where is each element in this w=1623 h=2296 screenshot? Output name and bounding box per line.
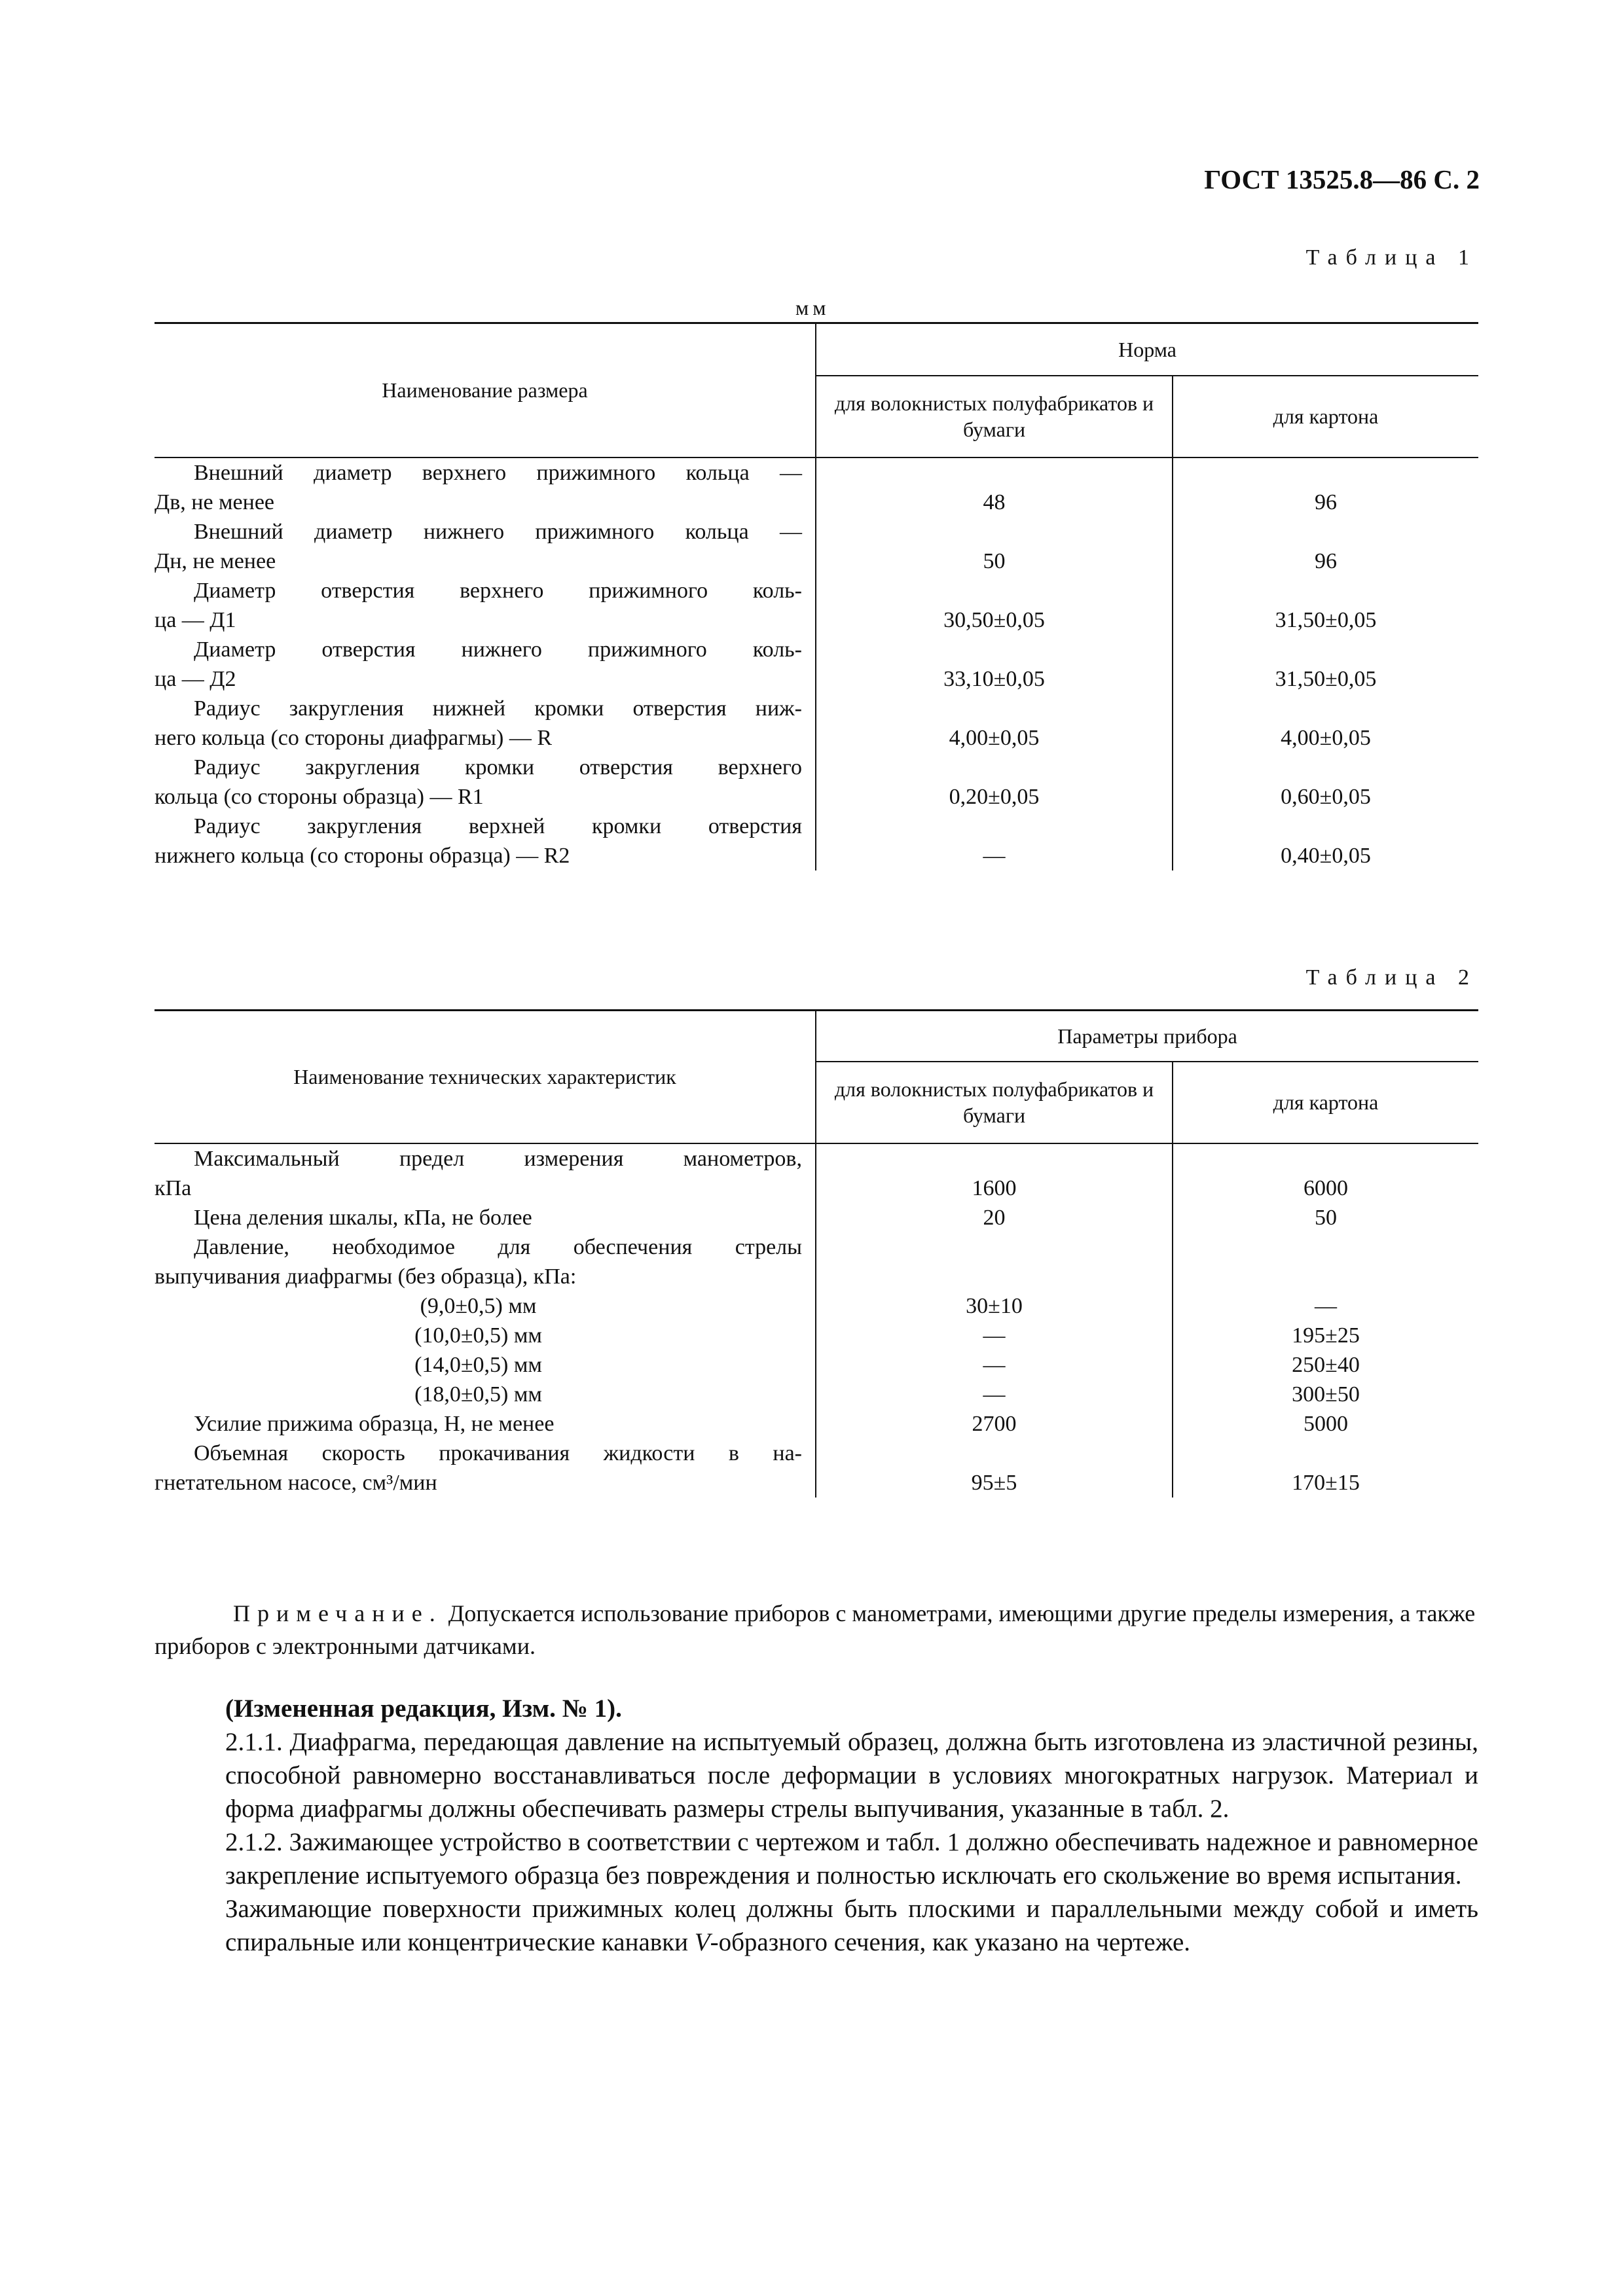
row-label: кольца (со стороны образца) — R1	[155, 784, 484, 809]
cell-value: —	[816, 1350, 1173, 1380]
cell-value: 300±50	[1173, 1380, 1478, 1409]
page-header: ГОСТ 13525.8—86 С. 2	[1204, 164, 1480, 194]
table-row	[155, 1439, 1478, 1498]
table1-header-col-a: для волокнистых полуфабрикатов и бумаги	[816, 376, 1173, 457]
cell-value: 50	[816, 517, 1173, 576]
cell-value: 30±10	[816, 1291, 1173, 1321]
cell-value: 0,20±0,05	[816, 753, 1173, 812]
row-label: (10,0±0,5) мм	[414, 1323, 542, 1348]
table1-header-col-b: для картона	[1173, 376, 1478, 457]
table-row	[155, 812, 1478, 870]
row-label: Радиус закругления кромки отверстия верхнего	[194, 755, 802, 780]
paragraph-2-1-1: 2.1.1. Диафрагма, передающая давление на испытуемый образец, должна быть изготовлена из эластичной резины, способной равномерно восстанавливаться после деформации в условиях многократных нагрузок. Материал и форма диафрагмы должны обеспечивать размеры стрелы выпучивания, указанные в табл. 2.	[225, 1728, 1478, 1823]
cell-value: —	[816, 1380, 1173, 1409]
cell-value: 170±15	[1173, 1439, 1478, 1498]
table-row	[155, 1350, 1478, 1380]
row-label: Внешний диаметр верхнего прижимного кольца —	[194, 460, 802, 485]
cell-value: 31,50±0,05	[1173, 635, 1478, 694]
table-row	[155, 1380, 1478, 1409]
table-row	[155, 1321, 1478, 1350]
row-label: (18,0±0,5) мм	[414, 1382, 542, 1407]
row-label: Радиус закругления верхней кромки отверстия	[194, 814, 802, 838]
note-label: Примечание.	[233, 1600, 443, 1626]
row-label: Давление, необходимое для обеспечения стрелы	[194, 1234, 802, 1259]
table1-units: мм	[795, 296, 830, 319]
table2-header-group: Параметры прибора	[816, 1011, 1478, 1062]
table2-caption: Таблица 2	[1305, 965, 1478, 990]
row-label: Радиус закругления нижней кромки отверстия ниж-	[194, 696, 802, 721]
cell-value: 33,10±0,05	[816, 635, 1173, 694]
amendment-note: (Измененная редакция, Изм. № 1).	[225, 1695, 622, 1723]
cell-value: 31,50±0,05	[1173, 576, 1478, 635]
cell-value: 4,00±0,05	[816, 694, 1173, 753]
table2-header-name: Наименование технических характеристик	[155, 1011, 816, 1143]
cell-value: 20	[816, 1203, 1173, 1232]
table1-caption: Таблица 1	[1305, 245, 1478, 270]
row-label: ца — Д1	[155, 607, 236, 632]
row-label: Цена деления шкалы, кПа, не более	[194, 1205, 532, 1230]
table-row	[155, 1291, 1478, 1321]
row-label: нижнего кольца (со стороны образца) — R2	[155, 843, 570, 868]
cell-value: 30,50±0,05	[816, 576, 1173, 635]
row-label: выпучивания диафрагмы (без образца), кПа:	[155, 1264, 577, 1289]
row-label: Дв, не менее	[155, 490, 275, 514]
row-label: Диаметр отверстия верхнего прижимного коль-	[194, 578, 802, 603]
row-label: (14,0±0,5) мм	[414, 1352, 542, 1377]
cell-value: 95±5	[816, 1439, 1173, 1498]
row-label: Внешний диаметр нижнего прижимного кольца —	[194, 519, 802, 544]
paragraph-clamping-surfaces	[155, 1892, 1478, 1959]
cell-value: 0,60±0,05	[1173, 753, 1478, 812]
cell-value: 96	[1173, 457, 1478, 517]
table1-header-group: Норма	[816, 323, 1478, 376]
row-label: Усилие прижима образца, Н, не менее	[194, 1411, 555, 1436]
table-row	[155, 1232, 1478, 1291]
paragraph-2-1-2: 2.1.2. Зажимающее устройство в соответствии с чертежом и табл. 1 должно обеспечивать надежное и равномерное закрепление испытуемого образца без повреждения и полностью исключать его скольжение во время испытания.	[225, 1828, 1478, 1890]
cell-value: 0,40±0,05	[1173, 812, 1478, 870]
row-label: гнетательном насосе, см³/мин	[155, 1470, 437, 1495]
body-text	[155, 1692, 1478, 1959]
table2-note	[155, 1597, 1478, 1662]
cell-value: 6000	[1173, 1143, 1478, 1203]
row-label: Диаметр отверстия нижнего прижимного коль-	[194, 637, 802, 662]
table2	[155, 1009, 1478, 1498]
table2-header-col-b: для картона	[1173, 1062, 1478, 1143]
cell-value: 50	[1173, 1203, 1478, 1232]
cell-value: —	[816, 1321, 1173, 1350]
table-row	[155, 1409, 1478, 1439]
table-row	[155, 1203, 1478, 1232]
table-row	[155, 635, 1478, 694]
paragraph-text: Зажимающие поверхности прижимных колец должны быть плоскими и параллельными между собой и иметь спиральные или концентрические канавки	[225, 1895, 1478, 1956]
cell-value: 250±40	[1173, 1350, 1478, 1380]
cell-value: —	[1173, 1291, 1478, 1321]
cell-value: 5000	[1173, 1409, 1478, 1439]
row-label: (9,0±0,5) мм	[420, 1293, 537, 1318]
cell-value: 1600	[816, 1143, 1173, 1203]
row-label: кПа	[155, 1175, 192, 1200]
table-row	[155, 576, 1478, 635]
row-label: Объемная скорость прокачивания жидкости в на-	[194, 1441, 802, 1465]
paragraph-text: V	[694, 1928, 710, 1956]
table-row	[155, 694, 1478, 753]
table-row	[155, 753, 1478, 812]
cell-value: 195±25	[1173, 1321, 1478, 1350]
row-label: Дн, не менее	[155, 548, 276, 573]
table1	[155, 322, 1478, 870]
cell-value: —	[816, 812, 1173, 870]
row-label: Максимальный предел измерения манометров,	[194, 1146, 802, 1171]
note-text: Допускается использование приборов с манометрами, имеющими другие пределы измерения, а также приборов с электронными датчиками.	[155, 1600, 1476, 1659]
table2-header-col-a: для волокнистых полуфабрикатов и бумаги	[816, 1062, 1173, 1143]
table-row	[155, 457, 1478, 517]
table1-header-name: Наименование размера	[155, 323, 816, 457]
cell-value: 96	[1173, 517, 1478, 576]
row-label: него кольца (со стороны диафрагмы) — R	[155, 725, 553, 750]
table-row	[155, 517, 1478, 576]
table-row	[155, 1143, 1478, 1203]
cell-value: 48	[816, 457, 1173, 517]
row-label: ца — Д2	[155, 666, 236, 691]
paragraph-text: -образного сечения, как указано на чертеже.	[710, 1928, 1191, 1956]
cell-value: 4,00±0,05	[1173, 694, 1478, 753]
cell-value: 2700	[816, 1409, 1173, 1439]
